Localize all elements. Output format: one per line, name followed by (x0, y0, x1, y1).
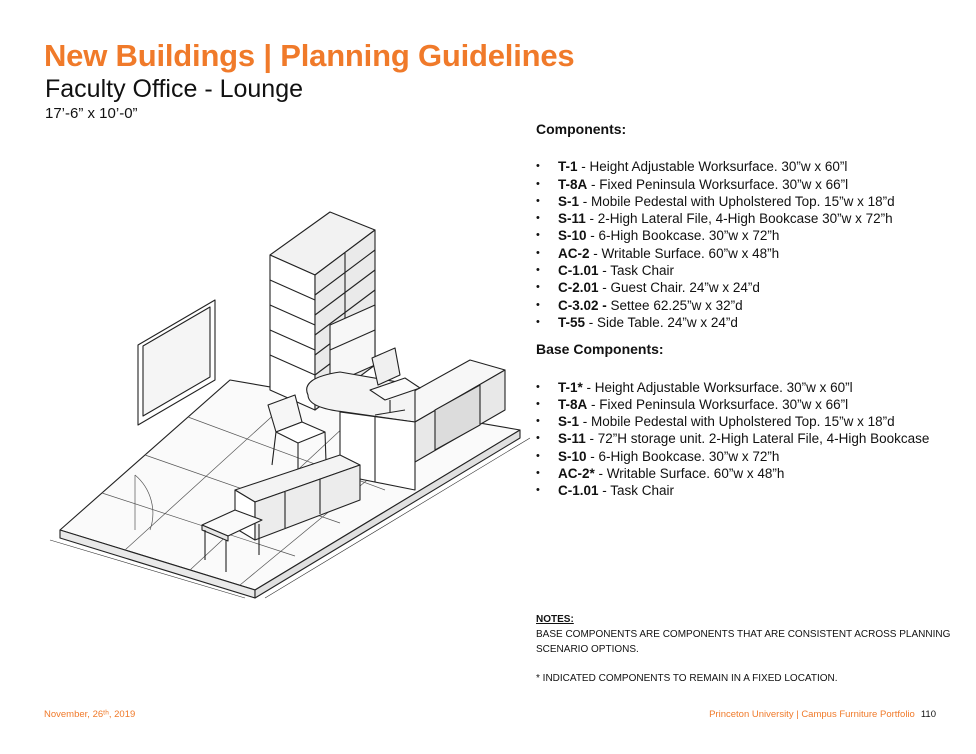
list-item (536, 210, 956, 227)
notes-heading: NOTES: (536, 614, 574, 625)
notes-section (536, 612, 956, 686)
component-desc: - Writable Surface. 60”w x 48”h (589, 245, 780, 261)
component-code: T-8A (558, 396, 588, 412)
component-code: AC-2 (558, 245, 590, 261)
list-item (536, 176, 956, 193)
room-dimensions: 17’-6” x 10’-0” (45, 105, 138, 122)
component-desc: - Task Chair (598, 483, 675, 499)
component-desc: - 2-High Lateral File, 4-High Bookcase 30”w x 72”h (585, 211, 893, 227)
components-heading: Components: (536, 121, 627, 137)
component-desc: Settee 62.25”w x 32”d (606, 297, 743, 313)
list-item (536, 379, 956, 396)
list-item (536, 245, 956, 262)
components-panel (536, 121, 956, 500)
component-desc: - Side Table. 24”w x 24”d (585, 314, 738, 330)
component-code: C-2.01 (558, 280, 599, 296)
footer-source (709, 709, 936, 720)
base-components-list (536, 379, 956, 500)
component-desc: - 6-High Bookcase. 30”w x 72”h (586, 448, 780, 464)
list-item (536, 314, 956, 331)
component-code: S-10 (558, 228, 587, 244)
component-code: T-1* (558, 379, 583, 395)
component-desc: - Mobile Pedestal with Upholstered Top. 15”w x 18”d (579, 193, 895, 209)
notes-line-fixed: * INDICATED COMPONENTS TO REMAIN IN A FIXED LOCATION. (536, 673, 838, 684)
component-desc: - Fixed Peninsula Worksurface. 30”w x 66”l (587, 396, 849, 412)
component-desc: - Writable Surface. 60”w x 48”h (594, 466, 785, 482)
base-components-heading: Base Components: (536, 341, 664, 358)
list-item (536, 227, 956, 244)
list-item (536, 193, 956, 210)
list-item (536, 448, 956, 465)
footer-date: November, 26ᵗʰ, 2019 (44, 709, 136, 720)
list-item (536, 262, 956, 279)
notes-spacer (536, 657, 956, 671)
list-item (536, 396, 956, 413)
page-title: New Buildings | Planning Guidelines (44, 38, 575, 73)
component-code: T-55 (558, 314, 586, 330)
component-desc: - Task Chair (598, 263, 675, 279)
list-item (536, 158, 956, 175)
list-item (536, 297, 956, 314)
component-code: S-1 (558, 414, 580, 430)
component-code: S-11 (558, 211, 586, 227)
component-code: S-10 (558, 448, 587, 464)
component-desc: - Mobile Pedestal with Upholstered Top. 15”w x 18”d (579, 414, 895, 430)
component-code: T-1 (558, 159, 578, 175)
component-desc: - 6-High Bookcase. 30”w x 72”h (586, 228, 780, 244)
list-item (536, 465, 956, 482)
page-number: 110 (920, 709, 936, 720)
list-item (536, 430, 956, 447)
list-item (536, 413, 956, 430)
component-code: C-1.01 (558, 483, 599, 499)
component-code: S-1 (558, 193, 580, 209)
component-code: C-3.02 - (558, 297, 607, 313)
component-desc: - Height Adjustable Worksurface. 30”w x 60”l (582, 379, 853, 395)
component-code: S-11 (558, 431, 586, 447)
list-item (536, 482, 956, 499)
component-code: C-1.01 (558, 263, 599, 279)
component-desc: - 72”H storage unit. 2-High Lateral File, 4-High Bookcase (585, 431, 930, 447)
isometric-office-drawing (40, 200, 530, 600)
notes-line-base: BASE COMPONENTS ARE COMPONENTS THAT ARE CONSISTENT ACROSS PLANNING SCENARIO OPTIONS. (536, 629, 951, 655)
components-list (536, 158, 956, 331)
page-subtitle: Faculty Office - Lounge (45, 75, 304, 103)
component-code: T-8A (558, 176, 588, 192)
component-code: AC-2* (558, 466, 595, 482)
component-desc: - Guest Chair. 24”w x 24”d (598, 280, 760, 296)
footer-source-text: Princeton University | Campus Furniture Portfolio (709, 709, 915, 720)
component-desc: - Fixed Peninsula Worksurface. 30”w x 66”l (587, 176, 849, 192)
component-desc: - Height Adjustable Worksurface. 30”w x 60”l (577, 159, 848, 175)
list-item (536, 279, 956, 296)
